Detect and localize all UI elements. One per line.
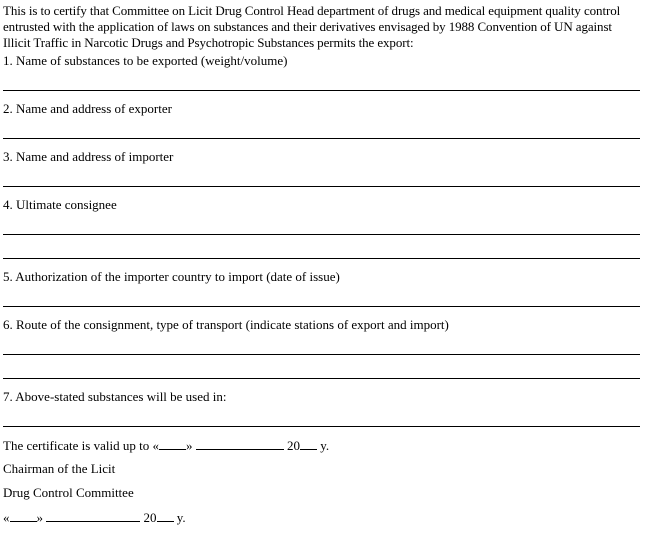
validity-month-blank[interactable] bbox=[196, 437, 284, 450]
validity-statement bbox=[3, 437, 329, 454]
intro-paragraph bbox=[3, 3, 645, 51]
field-7-label: 7. Above-stated substances will be used in: bbox=[3, 389, 227, 404]
field-1-label: 1. Name of substances to be exported (weight/volume) bbox=[3, 53, 288, 68]
intro-line-3: Illicit Traffic in Narcotic Drugs and Psychotropic Substances permits the export: bbox=[3, 35, 414, 50]
validity-day-blank[interactable] bbox=[159, 437, 186, 450]
signature-month-blank[interactable] bbox=[46, 509, 140, 522]
signature-year-blank[interactable] bbox=[157, 509, 174, 522]
signature-title-line-1: Chairman of the Licit bbox=[3, 461, 116, 476]
signature-year-prefix: 20 bbox=[143, 510, 157, 525]
signature-year-suffix: y. bbox=[176, 510, 186, 525]
signature-close-quote: » bbox=[36, 510, 43, 525]
signature-date bbox=[3, 509, 186, 526]
field-2-label: 2. Name and address of exporter bbox=[3, 101, 172, 116]
field-5-line[interactable] bbox=[3, 306, 640, 307]
field-6-line-1[interactable] bbox=[3, 354, 640, 355]
field-6-label: 6. Route of the consignment, type of transport (indicate stations of export and import) bbox=[3, 317, 449, 332]
field-3-line[interactable] bbox=[3, 186, 640, 187]
field-1-line[interactable] bbox=[3, 90, 640, 91]
signature-title-line-2: Drug Control Committee bbox=[3, 485, 134, 500]
field-4-label: 4. Ultimate consignee bbox=[3, 197, 117, 212]
intro-line-1: This is to certify that Committee on Licit Drug Control Head department of drugs and medical equipment quality control bbox=[3, 3, 621, 18]
field-4-line-2[interactable] bbox=[3, 258, 640, 259]
field-4-line-1[interactable] bbox=[3, 234, 640, 235]
validity-year-blank[interactable] bbox=[300, 437, 317, 450]
intro-line-2: entrusted with the application of laws on substances and their derivatives envisaged by 1988 Convention of UN against bbox=[3, 19, 612, 34]
field-5-label: 5. Authorization of the importer country to import (date of issue) bbox=[3, 269, 340, 284]
field-6-line-2[interactable] bbox=[3, 378, 640, 379]
field-2-line[interactable] bbox=[3, 138, 640, 139]
field-7-line[interactable] bbox=[3, 426, 640, 427]
field-3-label: 3. Name and address of importer bbox=[3, 149, 174, 164]
signature-open-quote: « bbox=[3, 510, 10, 525]
signature-day-blank[interactable] bbox=[10, 509, 37, 522]
validity-year-prefix: 20 bbox=[286, 438, 300, 453]
validity-prefix: The certificate is valid up to « bbox=[3, 438, 159, 453]
validity-year-suffix: y. bbox=[320, 438, 330, 453]
validity-close-quote: » bbox=[185, 438, 193, 453]
